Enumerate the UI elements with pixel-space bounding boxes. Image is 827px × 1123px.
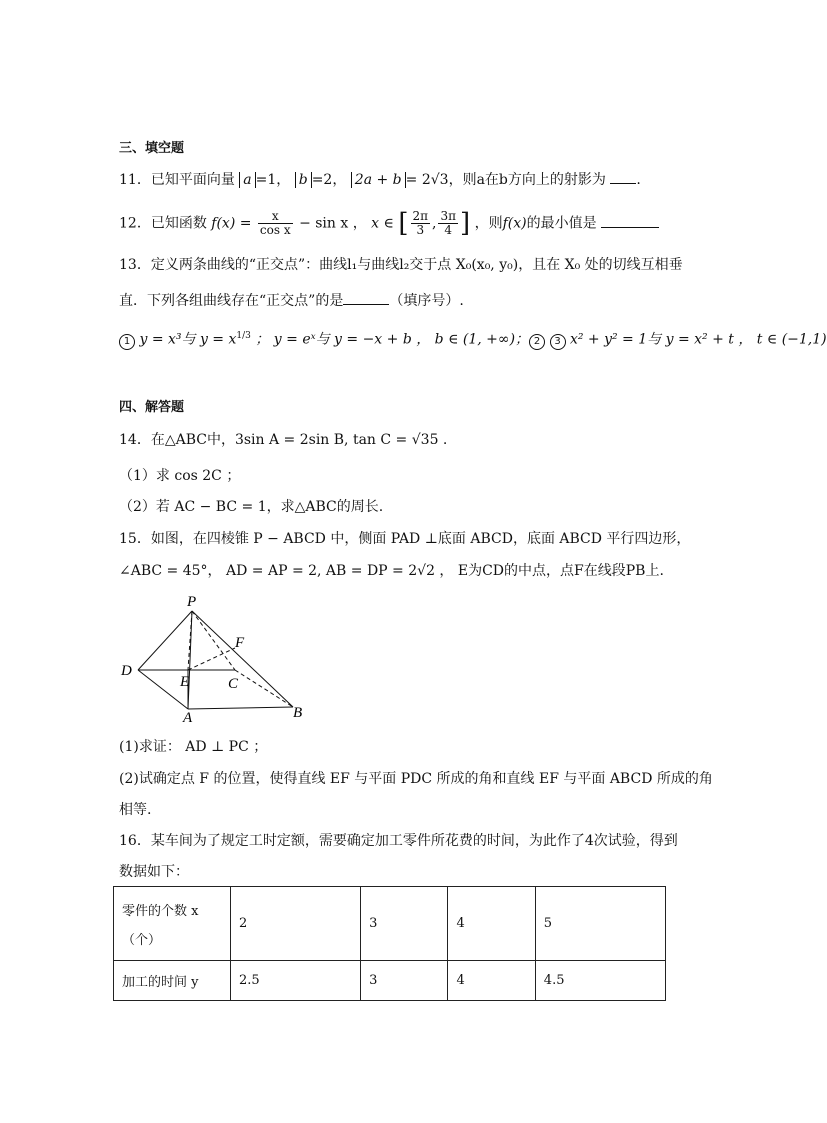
question-11: 11．已知平面向量 a =1， b =2， 2a + b = 2√3，则a在b方向上的射影为 . xyxy=(119,172,641,188)
vector-a-abs: a xyxy=(239,172,255,188)
section-heading-solution: 四、解答题 xyxy=(119,400,185,415)
question-13-line-2: 直．下列各组曲线存在“正交点”的是 （填序号）. xyxy=(119,293,464,309)
answer-blank xyxy=(601,215,659,228)
label-p: P xyxy=(187,594,197,610)
table-cell: 3 xyxy=(361,887,448,961)
table-cell: 4 xyxy=(448,961,535,1001)
label-a: A xyxy=(183,710,193,726)
edge-cb-hidden xyxy=(235,670,293,707)
question-15-line-2: ∠ABC = 45°， AD = AP = 2, AB = DP = 2√2 ， E为CD的中点，点F在线段PB上. xyxy=(119,563,664,579)
label-d: D xyxy=(121,663,132,679)
question-14-part-1: （1）求 cos 2C ； xyxy=(119,468,241,484)
table-row xyxy=(114,961,666,1001)
vector-b-abs: b xyxy=(295,172,312,188)
table-cell: 2.5 xyxy=(231,961,361,1001)
table-cell: 4.5 xyxy=(535,961,665,1001)
question-15-part-2-line-1: (2)试确定点 F 的位置，使得直线 EF 与平面 PDC 所成的角和直线 EF 与平面 ABCD 所成的角 xyxy=(119,771,713,787)
table-header-cell: 零件的个数 x （个） xyxy=(114,887,231,961)
option-marker-2: 2 xyxy=(529,334,545,350)
segment-ef-hidden xyxy=(188,648,235,670)
option-marker-3: 3 xyxy=(550,334,566,350)
table-cell: 4 xyxy=(448,887,535,961)
question-15-part-1: (1)求证： AD ⊥ PC ； xyxy=(119,739,268,755)
question-15-part-2-line-2: 相等. xyxy=(119,802,152,818)
question-13-options: 1 y = x³与 $y = x^{1/3}$ ； y = eˣ与 y = −x + b ， b ∈ (1, +∞)； 2 3 x² + y² = 1与 y = x² + t ， t ∈ (−1,1) xyxy=(119,326,827,350)
edge-ab xyxy=(188,707,293,709)
question-12: 12．已知函数 f(x) = $\frac{x}{\text{cos x}}$ − sin x ， x ∈ [ $\frac{2\pi}{3}$ , $\frac{3\pi}{4}$ ] ，则f(x)的最小值是 xyxy=(119,210,659,237)
label-e: E xyxy=(180,674,190,690)
table-header-cell: 加工的时间 y xyxy=(114,961,231,1001)
table-cell: 5 xyxy=(535,887,665,961)
pyramid-figure xyxy=(115,590,315,725)
label-f: F xyxy=(235,635,245,651)
answer-blank xyxy=(610,171,636,184)
label-c: C xyxy=(228,676,239,692)
question-13-line-1: 13．定义两条曲线的“正交点”：曲线l₁与曲线l₂交于点 X₀(x₀, y₀)，且在 X₀ 处的切线互相垂 xyxy=(119,257,683,273)
fraction-x-over-cos: $\frac{x}{\text{cos x}}$ xyxy=(259,209,291,237)
table-cell: 3 xyxy=(361,961,448,1001)
question-15-line-1: 15．如图，在四棱锥 P − ABCD 中，侧面 PAD ⊥底面 ABCD，底面 ABCD 平行四边形， xyxy=(119,531,691,547)
answer-blank xyxy=(343,292,389,305)
question-16-line-2: 数据如下： xyxy=(119,864,189,880)
edge-pd xyxy=(138,611,192,670)
edge-pb xyxy=(192,611,293,707)
question-16-line-1: 16．某车间为了规定工时定额，需要确定加工零件所花费的时间，为此作了4次试验，得到 xyxy=(119,833,678,849)
option-marker-1: 1 xyxy=(119,334,135,350)
data-table xyxy=(113,886,666,1001)
vector-sum-abs: 2a + b xyxy=(351,172,406,188)
edge-pc-hidden xyxy=(192,611,235,670)
table-row xyxy=(114,887,666,961)
question-14: 14．在△ABC中，3sin A = 2sin B, tan C = √35 . xyxy=(119,432,448,448)
question-14-part-2: （2）若 AC − BC = 1，求△ABC的周长. xyxy=(119,499,384,515)
section-heading-fill-in: 三、填空题 xyxy=(119,141,185,156)
table-cell: 2 xyxy=(231,887,361,961)
label-b: B xyxy=(293,705,303,721)
